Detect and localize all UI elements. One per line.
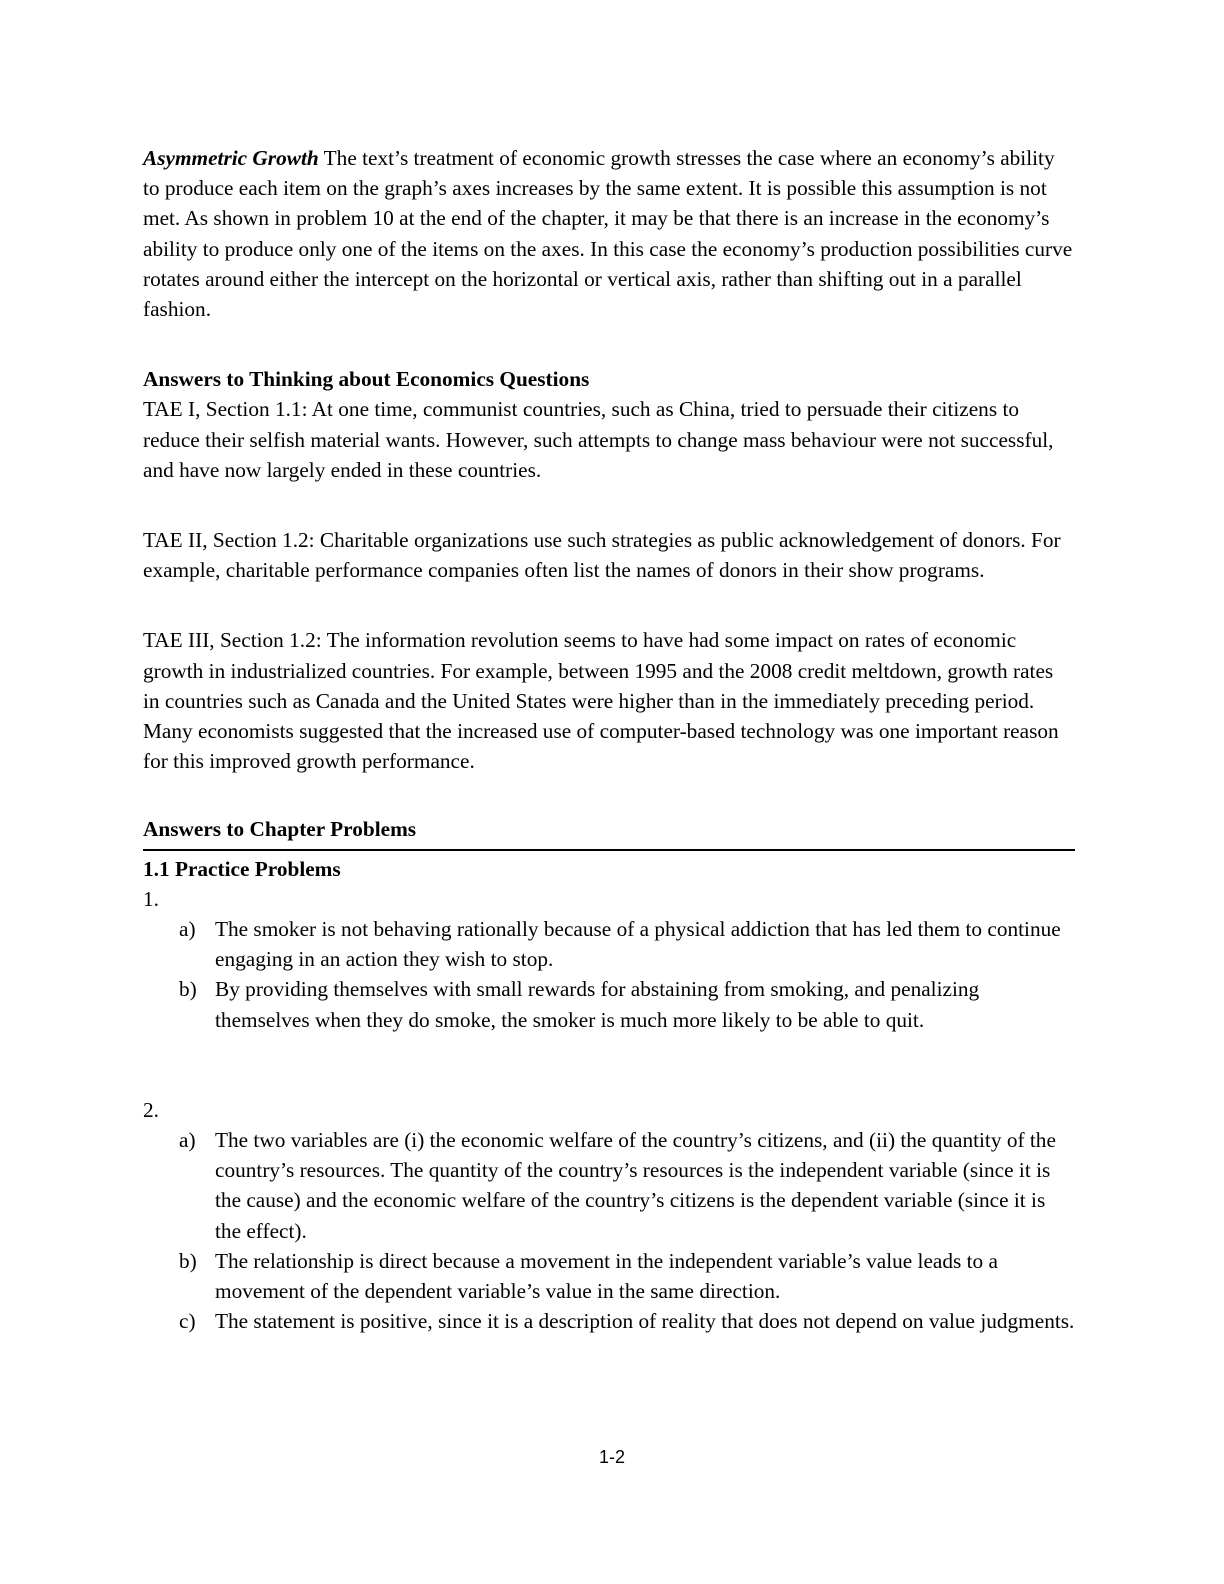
asymmetric-growth-paragraph (143, 143, 1075, 324)
spacer (143, 1035, 1075, 1095)
document-page (143, 143, 1075, 1337)
problem-part (143, 914, 1075, 974)
part-label: a) (179, 1128, 196, 1153)
part-label: a) (179, 917, 196, 942)
tae-answer-2: TAE II, Section 1.2: Charitable organizations use such strategies as public acknowledgement of donors. For example, charitable performance companies often list the names of donors in their show programs. (143, 528, 1061, 583)
part-text: The statement is positive, since it is a description of reality that does not depend on value judgments. (215, 1309, 1075, 1334)
part-text: The relationship is direct because a movement in the independent variable’s value leads to a movement of the dependent variable’s value in the same direction. (215, 1248, 998, 1304)
spacer (143, 485, 1075, 525)
chapter-problems-heading: Answers to Chapter Problems (143, 817, 417, 842)
thinking-questions-heading: Answers to Thinking about Economics Questions (143, 367, 590, 392)
tae-answer-3: TAE III, Section 1.2: The information revolution seems to have had some impact on rates of economic growth in industrialized countries. For example, between 1995 and the 2008 credit meltdown, growth rates in countries such as Canada and the United States were higher than in the immediately preceding period. Many economists suggested that the increased use of computer-based technology was one important reason for this improved growth performance. (143, 628, 1059, 774)
part-label: b) (179, 1248, 197, 1273)
spacer (143, 585, 1075, 625)
asymmetric-growth-term: Asymmetric Growth (143, 146, 319, 170)
practice-problems-subheading: 1.1 Practice Problems (143, 856, 341, 881)
problem-part (143, 1306, 1075, 1336)
problem-number: 2. (143, 1097, 159, 1122)
tae-answer-1: TAE I, Section 1.1: At one time, communist countries, such as China, tried to persuade their citizens to reduce their selfish material wants. However, such attempts to change mass behaviour were not successful, and have now largely ended in these countries. (143, 397, 1054, 482)
part-label: c) (179, 1309, 196, 1334)
part-text: The smoker is not behaving rationally because of a physical addiction that has led them to continue engaging in an action they wish to stop. (215, 917, 1061, 972)
problem-number: 1. (143, 886, 159, 911)
part-text: By providing themselves with small rewards for abstaining from smoking, and penalizing themselves when they do smoke, the smoker is much more likely to be able to quit. (215, 977, 980, 1032)
asymmetric-growth-text: The text’s treatment of economic growth stresses the case where an economy’s ability to produce each item on the graph’s axes increases by the same extent. It is possible this assumption is not met. As shown in problem 10 at the end of the chapter, it may be that there is an increase in the economy’s ability to produce only one of the items on the axes. In this case the economy’s production possibilities curve rotates around either the intercept on the horizontal or vertical axis, rather than shifting out in a parallel fashion. (143, 146, 1073, 322)
part-label: b) (179, 977, 197, 1002)
problem-part (143, 1125, 1075, 1246)
problem-part (143, 974, 1075, 1034)
problem-1-parts (143, 914, 1075, 1035)
problem-part (143, 1246, 1075, 1306)
section-divider (143, 849, 1075, 851)
problem-2-parts (143, 1125, 1075, 1336)
page-number: 1-2 (598, 1447, 625, 1467)
part-text: The two variables are (i) the economic welfare of the country’s citizens, and (ii) the quantity of the country’s resources. The quantity of the country’s resources is the independent variable (since it is the cause) and the economic welfare of the country’s citizens is the dependent variable (since it is the effect). (215, 1128, 1056, 1243)
